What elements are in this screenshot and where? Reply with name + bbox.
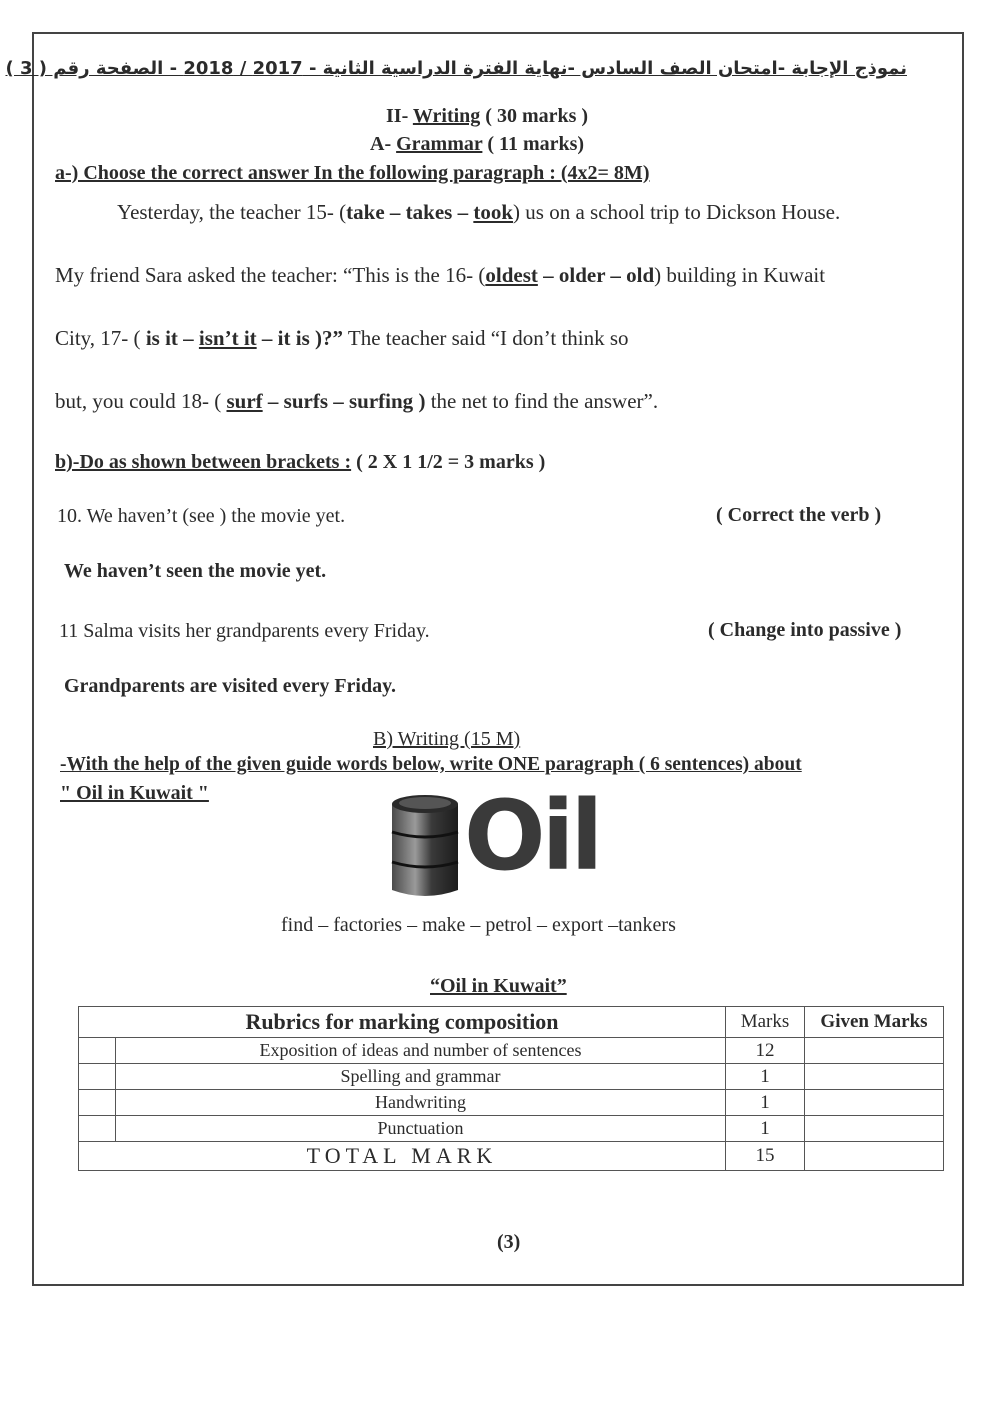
- oil-logo: [380, 780, 620, 905]
- rubric-row-marks: 1: [726, 1064, 805, 1090]
- rubric-row: [79, 1064, 944, 1090]
- rubric-header-row: [79, 1007, 944, 1038]
- part-b-heading: [55, 451, 545, 474]
- question-11-instruction: ( Change into passive ): [708, 619, 902, 641]
- rubric-row: [79, 1090, 944, 1116]
- option-18a-correct: surf: [226, 389, 263, 413]
- rubric-row-label: Punctuation: [116, 1116, 726, 1142]
- rubric-row: [79, 1116, 944, 1142]
- question-10-instruction: ( Correct the verb ): [716, 504, 882, 526]
- dash: –: [537, 263, 559, 287]
- option-15a: take: [346, 200, 385, 224]
- dash: –: [605, 263, 627, 287]
- line2-post: ) building in Kuwait: [654, 263, 826, 287]
- option-16a-correct: oldest: [485, 263, 538, 287]
- writing-instruction: -With the help of the given guide words below, write ONE paragraph ( 6 sentences) about: [60, 754, 802, 775]
- rubric-spacer-cell: [79, 1090, 116, 1116]
- section-title-suffix: ( 30 marks ): [480, 105, 589, 127]
- part-b-heading-main: b)-Do as shown between brackets :: [55, 451, 352, 473]
- subsection-prefix: A-: [370, 133, 397, 155]
- rubric-row-label: Spelling and grammar: [116, 1064, 726, 1090]
- option-16b: older: [558, 263, 606, 287]
- option-18c: surfing: [349, 389, 414, 413]
- rubric-row-marks: 12: [726, 1038, 805, 1064]
- part-b-heading-marks: ( 2 X 1 1/2 = 3 marks ): [351, 451, 546, 473]
- line4-close: ): [413, 389, 426, 413]
- rubric-total-label: TOTAL MARK: [79, 1142, 726, 1171]
- rubric-spacer-cell: [79, 1064, 116, 1090]
- rubric-header: Rubrics for marking composition: [79, 1007, 726, 1038]
- writing-topic: " Oil in Kuwait ": [60, 782, 209, 804]
- composition-title: “Oil in Kuwait”: [430, 975, 567, 997]
- page-number: (3): [497, 1231, 521, 1253]
- line4-post: the net to find the answer”.: [425, 389, 659, 413]
- line4-pre: but, you could 18- (: [55, 389, 227, 413]
- line2-pre: My friend Sara asked the teacher: “This is the 16- (: [55, 263, 486, 287]
- section-title-prefix: II-: [386, 105, 413, 127]
- rubric-row: [79, 1038, 944, 1064]
- paragraph-line-2: [55, 263, 825, 288]
- question-10: 10. We haven’t (see ) the movie yet.: [57, 505, 346, 527]
- writing-heading: B) Writing (15 M): [373, 728, 521, 750]
- given-marks-cell: [805, 1116, 944, 1142]
- dash: –: [328, 389, 349, 413]
- line3-close: )?”: [309, 326, 343, 350]
- rubric-row-label: Handwriting: [116, 1090, 726, 1116]
- section-title-main: Writing: [412, 105, 481, 127]
- option-16c: old: [626, 263, 655, 287]
- given-total-cell: [805, 1142, 944, 1171]
- paragraph-line-1: [117, 200, 840, 225]
- paragraph-line-4: [55, 389, 658, 414]
- given-marks-cell: [805, 1038, 944, 1064]
- rubric-row-label: Exposition of ideas and number of sentences: [116, 1038, 726, 1064]
- option-15c-correct: took: [473, 200, 514, 224]
- dash: –: [177, 326, 199, 350]
- oil-barrel-icon: [380, 790, 470, 905]
- rubric-total-marks: 15: [726, 1142, 805, 1171]
- oil-logo-text: Oil: [464, 780, 600, 892]
- given-marks-cell: [805, 1064, 944, 1090]
- rubric-table: [78, 1006, 944, 1171]
- arabic-header: نموذج الإجابة -امتحان الصف السادس -نهاية الفترة الدراسية الثانية - 2017 / 2018 - الصفحة رقم ( 3 ): [5, 58, 907, 79]
- rubric-spacer-cell: [79, 1038, 116, 1064]
- line1-pre: Yesterday, the teacher 15- (: [117, 200, 347, 224]
- section-title: [386, 105, 588, 128]
- dash: –: [452, 200, 474, 224]
- option-17a: is it: [145, 326, 178, 350]
- answer-10: We haven’t seen the movie yet.: [64, 560, 327, 582]
- paragraph-line-3: [55, 326, 629, 351]
- subsection-main: Grammar: [396, 133, 483, 155]
- rubric-row-marks: 1: [726, 1090, 805, 1116]
- dash: –: [384, 200, 406, 224]
- rubric-header-given: Given Marks: [805, 1007, 944, 1038]
- rubric-header-marks: Marks: [726, 1007, 805, 1038]
- subsection-suffix: ( 11 marks): [482, 133, 585, 155]
- question-11: 11 Salma visits her grandparents every Friday.: [59, 620, 430, 642]
- line3-post: The teacher said “I don’t think so: [343, 326, 629, 350]
- option-17b-correct: isn’t it: [198, 326, 257, 350]
- answer-11: Grandparents are visited every Friday.: [64, 675, 397, 697]
- line3-pre: City, 17- (: [55, 326, 146, 350]
- dash: –: [256, 326, 278, 350]
- given-marks-cell: [805, 1090, 944, 1116]
- dash: –: [262, 389, 284, 413]
- rubric-spacer-cell: [79, 1116, 116, 1142]
- guide-words: find – factories – make – petrol – export –tankers: [281, 914, 676, 936]
- option-18b: surfs: [283, 389, 328, 413]
- option-15b: takes: [405, 200, 453, 224]
- line1-post: ) us on a school trip to Dickson House.: [513, 200, 841, 224]
- part-a-heading: a-) Choose the correct answer In the following paragraph : (4x2= 8M): [55, 162, 650, 184]
- rubric-row-marks: 1: [726, 1116, 805, 1142]
- rubric-total-row: [79, 1142, 944, 1171]
- subsection-title: [370, 133, 584, 156]
- option-17c: it is: [277, 326, 310, 350]
